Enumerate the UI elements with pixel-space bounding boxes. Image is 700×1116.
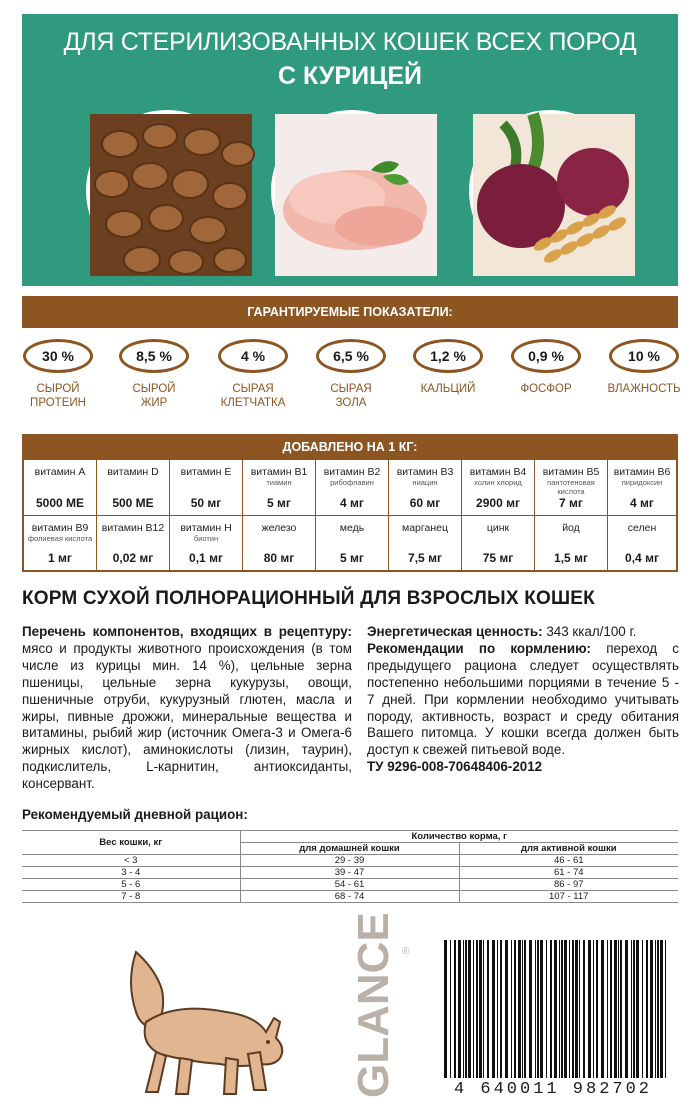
ration-active: 107 - 117 — [459, 891, 678, 903]
barcode-bar — [550, 940, 552, 1078]
indicator-value: 6,5 % — [316, 339, 386, 373]
glance-logo — [349, 912, 416, 1104]
barcode-bar — [529, 940, 532, 1078]
indicator-protein — [12, 339, 104, 410]
vitamin-value: 75 мг — [482, 551, 514, 565]
vitamin-cell — [316, 460, 389, 516]
vitamin-name: витамин Н — [180, 522, 232, 534]
barcode-bar — [468, 940, 471, 1078]
ration-active: 46 - 61 — [459, 855, 678, 867]
barcode-bar — [492, 940, 495, 1078]
indicator-value: 30 % — [23, 339, 93, 373]
barcode-bar — [660, 940, 663, 1078]
barcode-bar — [593, 940, 594, 1078]
guaranteed-title: ГАРАНТИРУЕМЫЕ ПОКАЗАТЕЛИ: — [22, 296, 678, 328]
vitamin-name: витамин В4 — [469, 466, 527, 478]
indicator-value: 0,9 % — [511, 339, 581, 373]
vitamin-name: витамин В1 — [250, 466, 308, 478]
brand-name: GLANCE — [349, 912, 398, 1098]
ingredients-heading: Перечень компонентов, входящих в рецептуру: — [22, 624, 352, 639]
ingredients-block — [22, 624, 352, 793]
vitamin-cell — [535, 460, 608, 516]
indicator-fat — [108, 339, 200, 410]
barcode-bar — [575, 940, 578, 1078]
barcode-bar — [487, 940, 489, 1078]
ration-title: Рекомендуемый дневной рацион: — [22, 807, 248, 822]
vitamin-cell — [389, 516, 462, 570]
table-row — [22, 879, 678, 891]
ration-active: 86 - 97 — [459, 879, 678, 891]
barcode-bar — [561, 940, 563, 1078]
ration-weight: 7 - 8 — [22, 891, 240, 903]
vitamin-name: витамин В6 — [613, 466, 671, 478]
barcode-bar — [546, 940, 547, 1078]
indicator-calcium — [402, 339, 494, 396]
vitamin-value: 4 мг — [340, 496, 364, 510]
indicator-label: КАЛЬЦИЙ — [420, 383, 476, 395]
indicator-label: СЫРАЯ — [330, 383, 372, 395]
barcode-bar — [450, 940, 451, 1078]
ration-weight: 5 - 6 — [22, 879, 240, 891]
barcode-bar — [569, 940, 570, 1078]
ration-header-weight: Вес кошки, кг — [22, 831, 240, 855]
table-row — [22, 867, 678, 879]
indicator-phosphorus — [500, 339, 592, 396]
ration-header-active: для активной кошки — [459, 843, 678, 855]
ration-home: 39 - 47 — [240, 867, 459, 879]
vitamin-value: 5000 МЕ — [35, 496, 85, 510]
barcode-bar — [554, 940, 557, 1078]
header-banner — [22, 14, 678, 286]
vitamin-value: 5 мг — [267, 496, 291, 510]
vitamin-sub: рибофлавин — [330, 478, 374, 487]
vitamin-cell — [316, 516, 389, 570]
vitamin-cell — [608, 516, 676, 570]
vitamin-value: 7 мг — [559, 496, 583, 510]
barcode-bar — [500, 940, 502, 1078]
indicator-value: 8,5 % — [119, 339, 189, 373]
ration-header-home: для домашней кошки — [240, 843, 459, 855]
barcode-bar — [518, 940, 521, 1078]
barcode-bar — [444, 940, 447, 1078]
barcode-bar — [454, 940, 456, 1078]
vitamin-cell — [24, 516, 97, 570]
vitamin-name: медь — [339, 522, 365, 534]
vitamin-value: 0,02 мг — [112, 551, 154, 565]
indicator-label: СЫРОЙ — [36, 383, 80, 395]
vitamin-cell — [97, 516, 170, 570]
barcode-bar — [646, 940, 648, 1078]
ration-header-amount: Количество корма, г — [240, 831, 678, 843]
barcode-bar — [610, 940, 612, 1078]
product-title: КОРМ СУХОЙ ПОЛНОРАЦИОННЫЙ ДЛЯ ВЗРОСЛЫХ КОШЕК — [22, 588, 595, 609]
vitamin-name: витамин Е — [180, 466, 232, 478]
vitamin-cell — [608, 460, 676, 516]
ingredients-text: мясо и продукты животного происхождения (в том числе из курицы мин. 14 %), цельные зерна пшеницы, цельные зерна кукурузы, овощи, пшеничные отруби, кукурузный глютен, масла и жиры, пивные дрожжи, минеральные вещества и витамины, рыбий жир (источник Омега-3 и Омега-6 жирных кислот), аминокислоты (лизин, таурин), подкислитель, L-карнитин, антиоксиданты, консервант. — [22, 640, 352, 792]
vitamin-sub: фолиевая кислота — [27, 534, 93, 543]
vitamin-name: витамин А — [34, 466, 86, 478]
barcode-bar — [458, 940, 461, 1078]
vitamin-name: железо — [261, 522, 297, 534]
vitamin-cell — [97, 460, 170, 516]
barcode-bar — [483, 940, 484, 1078]
barcode-bar — [559, 940, 560, 1078]
barcode-bar — [572, 940, 574, 1078]
cat-illustration — [96, 942, 306, 1102]
ration-home: 68 - 74 — [240, 891, 459, 903]
barcode-bar — [588, 940, 591, 1078]
barcode-bar — [650, 940, 653, 1078]
vitamin-name: витамин В9 — [31, 522, 89, 534]
barcode-bar — [631, 940, 632, 1078]
header-title-line2: С КУРИЦЕЙ — [278, 62, 422, 90]
barcode-bar — [479, 940, 482, 1078]
vitamin-value: 50 мг — [190, 496, 222, 510]
indicator-fiber — [207, 339, 299, 410]
indicator-label: СЫРОЙ — [132, 383, 176, 395]
vitamin-name: витамин В2 — [323, 466, 381, 478]
barcode-bar — [607, 940, 608, 1078]
barcode-digits: 4 640011 982702 — [430, 1079, 676, 1101]
feeding-text: переход с предыдущего рациона следует осуществлять постепенно небольшими порциями в течение 5 - 7 дней. При кормлении необходимо учитывать породу, активность, возраст и среду обитания Вашего питомца. У кошки всегда должен быть доступ к свежей питьевой воде. — [367, 640, 679, 758]
energy-heading: Энергетическая ценность: — [367, 624, 543, 639]
registered-mark: ® — [402, 946, 410, 957]
barcode-bar — [601, 940, 604, 1078]
vitamin-sub: пантотеновая кислота — [547, 478, 595, 496]
vitamin-cell — [389, 460, 462, 516]
barcode-bar — [625, 940, 628, 1078]
vitamin-cell — [462, 460, 535, 516]
beet-wheat-photo — [469, 110, 631, 272]
barcode-bar — [657, 940, 659, 1078]
barcode-bar — [463, 940, 464, 1078]
indicator-label: ВЛАЖНОСТЬ — [607, 383, 681, 395]
vitamin-value: 500 МЕ — [112, 496, 154, 510]
barcode-bar — [522, 940, 523, 1078]
vitamin-value: 60 мг — [409, 496, 441, 510]
vitamin-name: витамин В12 — [101, 522, 165, 534]
indicator-ash — [305, 339, 397, 410]
indicator-label: ЖИР — [140, 397, 168, 409]
barcode-bar — [524, 940, 526, 1078]
added-title: ДОБАВЛЕНО НА 1 КГ: — [22, 434, 678, 460]
energy-value: 343 ккал/100 г. — [546, 624, 637, 639]
ration-weight: < 3 — [22, 855, 240, 867]
barcode-bar — [633, 940, 635, 1078]
barcode-bar — [655, 940, 656, 1078]
barcode-bar — [497, 940, 498, 1078]
vitamin-cell — [535, 516, 608, 570]
vitamin-sub: ниацин — [412, 478, 438, 487]
vitamin-value: 5 мг — [340, 551, 364, 565]
vitamin-value: 7,5 мг — [408, 551, 442, 565]
barcode-bar — [620, 940, 622, 1078]
vitamin-value: 2900 мг — [476, 496, 520, 510]
indicator-label: ЗОЛА — [335, 397, 367, 409]
barcode-bar — [564, 940, 567, 1078]
vitamin-cell — [170, 460, 243, 516]
barcode-bar — [511, 940, 512, 1078]
barcode-bar — [537, 940, 539, 1078]
vitamin-sub: пиридоксин — [621, 478, 663, 487]
barcode-bar — [618, 940, 619, 1078]
barcode-bar — [596, 940, 598, 1078]
ration-home: 54 - 61 — [240, 879, 459, 891]
vitamin-value: 1 мг — [48, 551, 72, 565]
indicator-value: 1,2 % — [413, 339, 483, 373]
barcode-bar — [535, 940, 536, 1078]
vitamin-value: 1,5 мг — [554, 551, 588, 565]
barcode-bar — [642, 940, 643, 1078]
vitamin-name: витамин В3 — [396, 466, 454, 478]
ration-active: 61 - 74 — [459, 867, 678, 879]
vitamin-sub: холин хлорид — [474, 478, 522, 487]
chicken-photo — [271, 110, 433, 272]
indicator-label: ФОСФОР — [520, 383, 572, 395]
vitamin-sub: тиамин — [266, 478, 292, 487]
barcode-bar — [636, 940, 639, 1078]
vitamin-name: селен — [627, 522, 657, 534]
indicator-label: ПРОТЕИН — [30, 397, 86, 409]
kibble-photo — [86, 110, 248, 272]
barcode — [430, 940, 676, 1100]
table-row — [22, 891, 678, 903]
energy-feeding-block — [367, 624, 679, 776]
vitamin-value: 4 мг — [630, 496, 654, 510]
vitamin-grid — [22, 460, 678, 572]
vitamin-value: 80 мг — [263, 551, 295, 565]
vitamin-value: 0,1 мг — [189, 551, 223, 565]
indicator-label: КЛЕТЧАТКА — [220, 397, 286, 409]
vitamin-name: витамин В5 — [542, 466, 600, 478]
indicator-moisture — [598, 339, 690, 396]
ration-weight: 3 - 4 — [22, 867, 240, 879]
standard-code: ТУ 9296-008-70648406-2012 — [367, 759, 543, 775]
barcode-bar — [665, 940, 666, 1078]
barcode-bar — [505, 940, 508, 1078]
barcode-bar — [465, 940, 467, 1078]
vitamin-cell — [170, 516, 243, 570]
barcode-bar — [476, 940, 478, 1078]
indicator-value: 4 % — [218, 339, 288, 373]
ration-table — [22, 830, 678, 903]
barcode-bar — [473, 940, 474, 1078]
header-title-line1: ДЛЯ СТЕРИЛИЗОВАННЫХ КОШЕК ВСЕХ ПОРОД — [63, 28, 637, 56]
vitamin-name: цинк — [486, 522, 510, 534]
vitamin-cell — [243, 460, 316, 516]
ration-home: 29 - 39 — [240, 855, 459, 867]
barcode-bar — [540, 940, 543, 1078]
indicator-label: СЫРАЯ — [232, 383, 274, 395]
table-row — [22, 855, 678, 867]
barcode-bar — [583, 940, 585, 1078]
vitamin-cell — [24, 460, 97, 516]
vitamin-cell — [243, 516, 316, 570]
barcode-bar — [514, 940, 516, 1078]
vitamin-cell — [462, 516, 535, 570]
feeding-heading: Рекомендации по кормлению: — [367, 640, 591, 656]
vitamin-sub: биотин — [193, 534, 219, 543]
vitamin-name: витамин D — [107, 466, 159, 478]
indicator-value: 10 % — [609, 339, 679, 373]
barcode-bar — [579, 940, 580, 1078]
barcode-bar — [614, 940, 617, 1078]
vitamin-name: марганец — [402, 522, 448, 534]
vitamin-value: 0,4 мг — [625, 551, 659, 565]
vitamin-name: йод — [562, 522, 580, 534]
